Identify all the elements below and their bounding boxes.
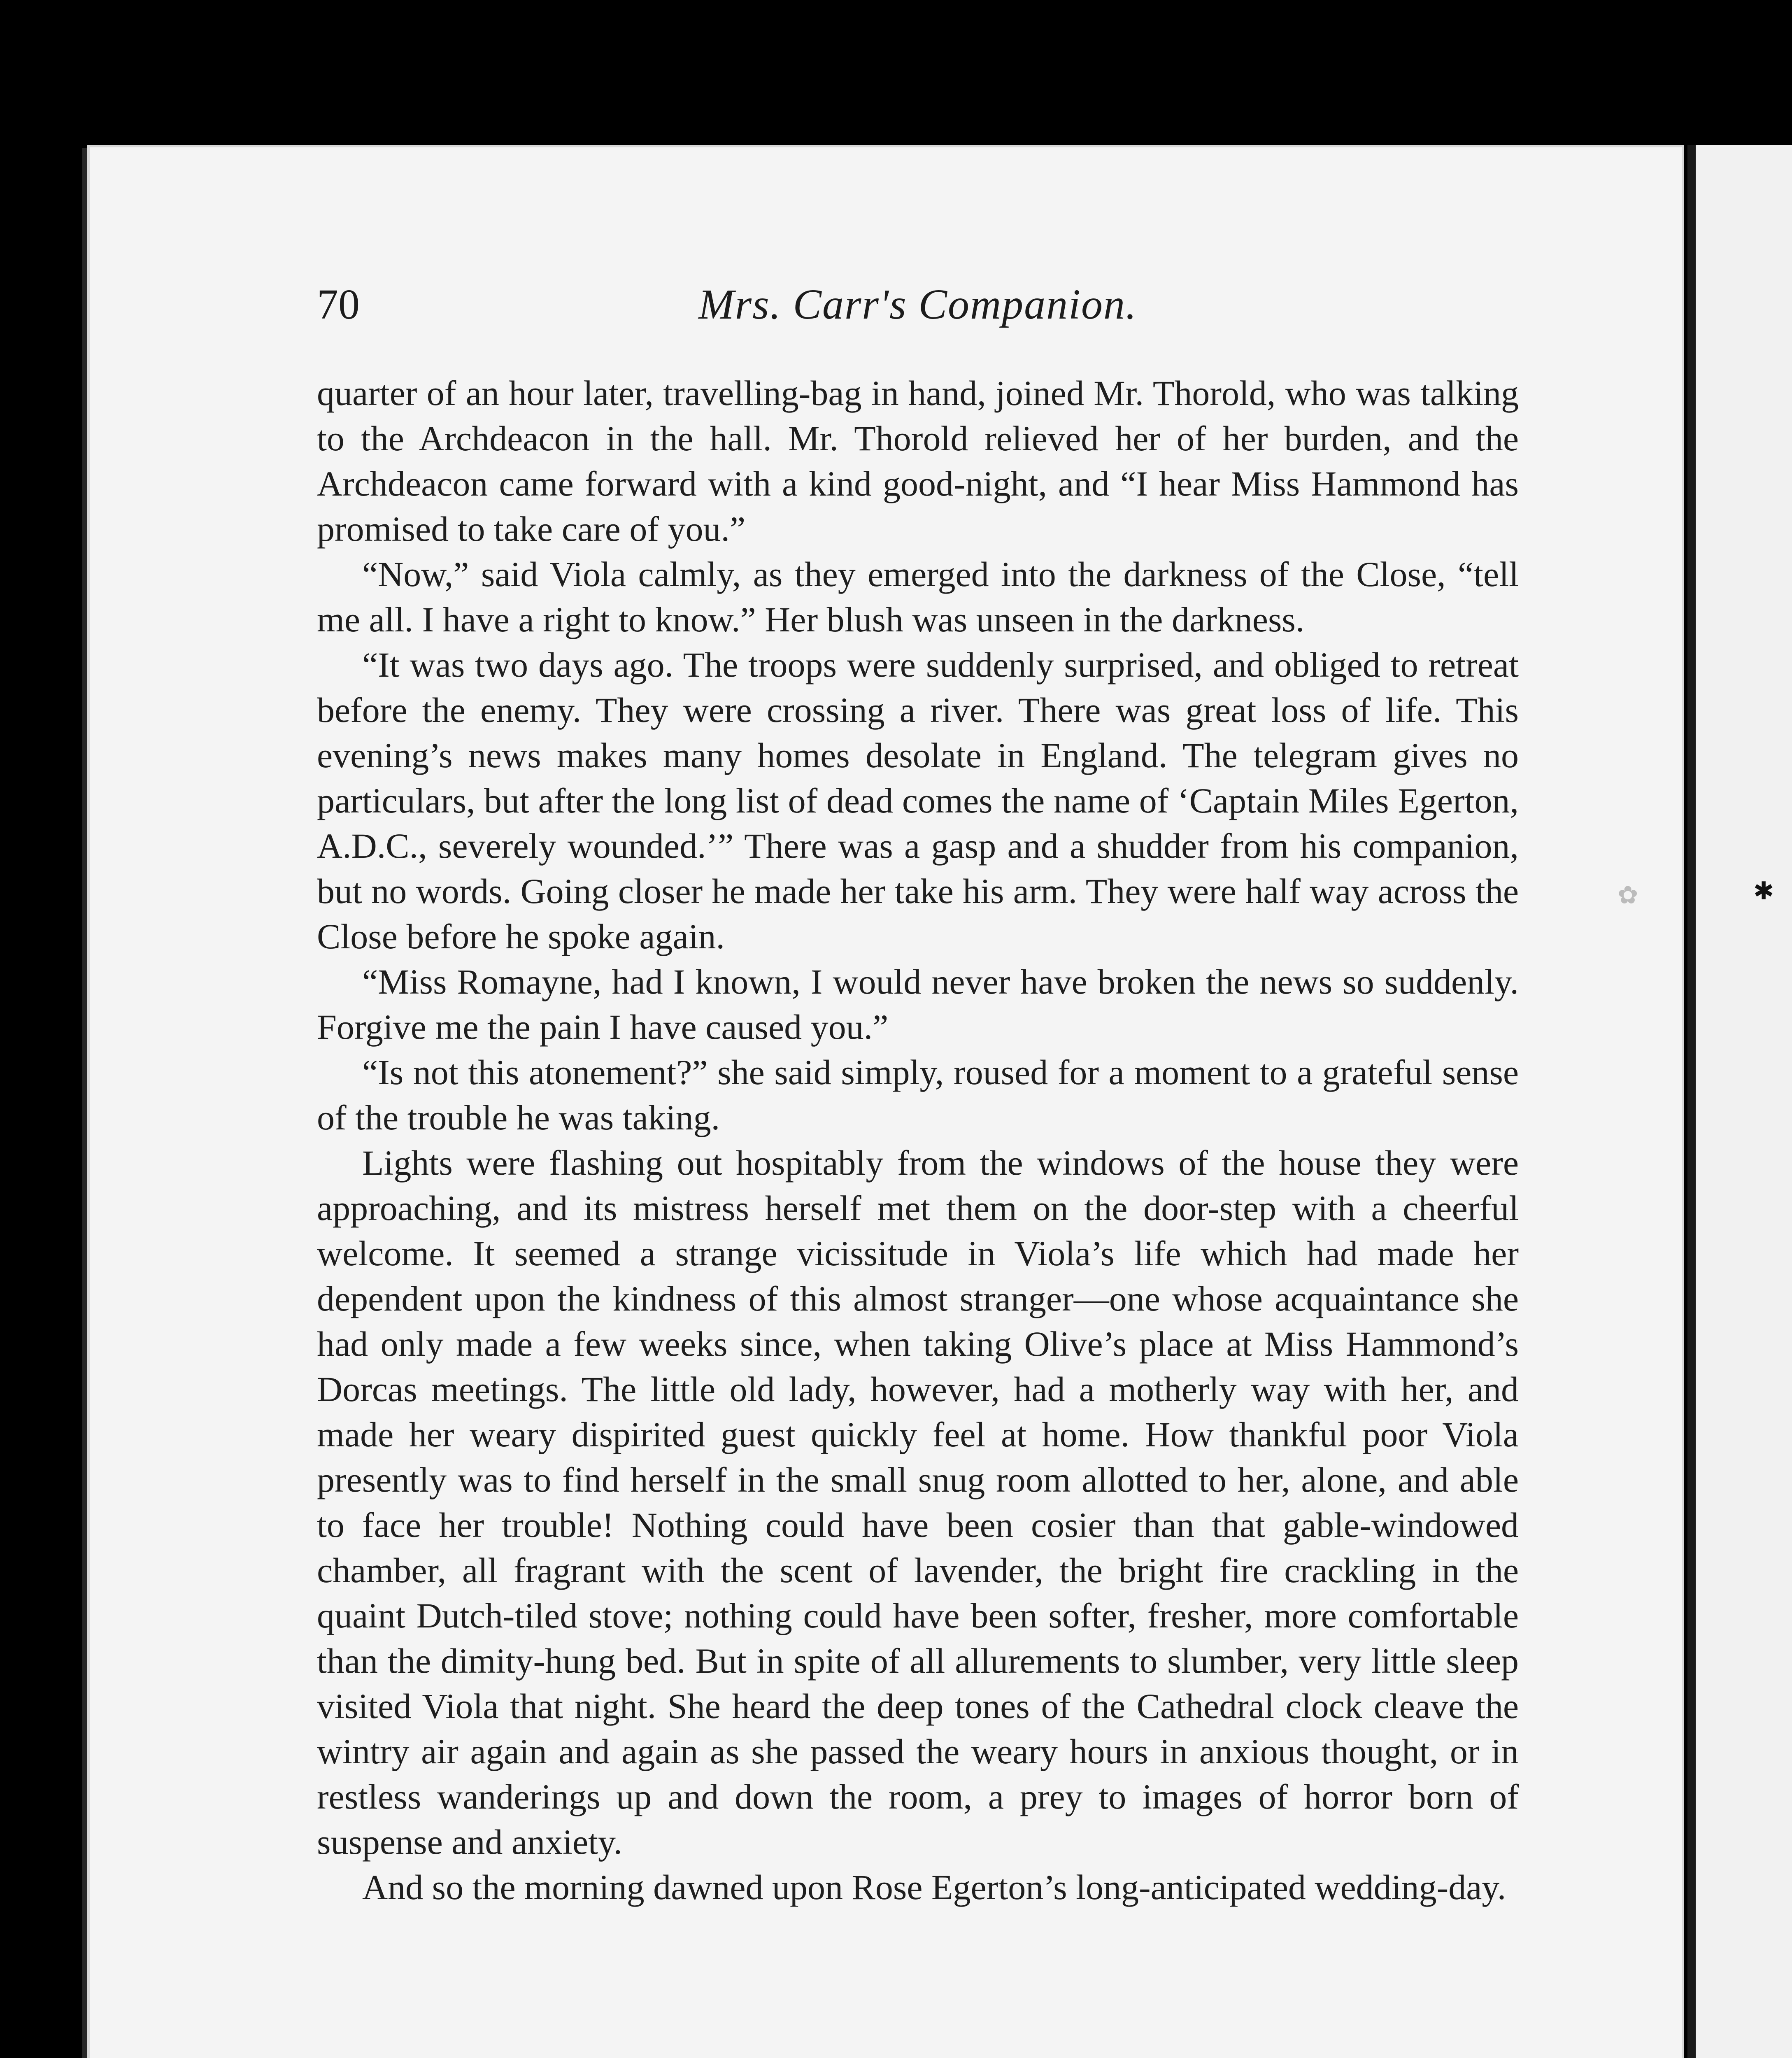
paragraph: “It was two days ago. The troops were suddenly surprised, and obliged to retreat before the enemy. They were crossing a river. There was great loss of life. This evening’s news makes many homes desolate in England. The telegram gives no particulars, but after the long list of dead comes the name of ‘Captain Miles Egerton, A.D.C., severely wounded.’” There was a gasp and a shudder from his companion, but no words. Going closer he made her take his arm. They were half way across the Close before he spoke again.	[317, 645, 1519, 956]
running-title: Mrs. Carr's Companion.	[698, 281, 1137, 328]
margin-speck: ✱	[1753, 877, 1774, 906]
facing-page-edge	[1696, 145, 1792, 2058]
body-text	[317, 370, 1519, 1910]
paragraph: “Is not this atonement?” she said simply, roused for a moment to a grateful sense of the trouble he was taking.	[317, 1052, 1519, 1137]
paragraph: “Now,” said Viola calmly, as they emerged into the darkness of the Close, “tell me all. I have a right to know.” Her blush was unseen in the darkness.	[317, 554, 1519, 639]
page-number: 70	[317, 281, 360, 328]
paragraph: “Miss Romayne, had I known, I would never have broken the news so suddenly. Forgive me the pain I have caused you.”	[317, 962, 1519, 1047]
paragraph: Lights were flashing out hospitably from the windows of the house they were approaching, and its mistress herself met them on the door-step with a cheerful welcome. It seemed a strange vicissitude in Viola’s life which had made her dependent upon the kindness of this almost stranger—one whose acquaintance she had only made a few weeks since, when taking Olive’s place at Miss Hammond’s Dorcas meetings. The little old lady, however, had a motherly way with her, and made her weary dispirited guest quickly feel at home. How thankful poor Viola presently was to find herself in the small snug room allotted to her, alone, and able to face her trouble! Nothing could have been cosier than that gable-windowed chamber, all fragrant with the scent of lavender, the bright fire crackling in the quaint Dutch-tiled stove; nothing could have been softer, fresher, more comfortable than the dimity-hung bed. But in spite of all allurements to slumber, very little sleep visited Viola that night. She heard the deep tones of the Cathedral clock cleave the wintry air again and again as she passed the weary hours in anxious thought, or in restless wanderings up and down the room, a prey to images of horror born of suspense and anxiety.	[317, 1143, 1519, 1862]
running-head	[317, 280, 1519, 342]
paragraph: quarter of an hour later, travelling-bag in hand, joined Mr. Thorold, who was talking to the Archdeacon in the hall. Mr. Thorold relieved her of her burden, and the Archdeacon came forward with a kind good-night, and “I hear Miss Hammond has promised to take care of you.”	[317, 373, 1519, 549]
margin-speck: ✿	[1617, 881, 1638, 910]
paragraph: And so the morning dawned upon Rose Egerton’s long-anticipated wedding-day.	[362, 1867, 1506, 1907]
